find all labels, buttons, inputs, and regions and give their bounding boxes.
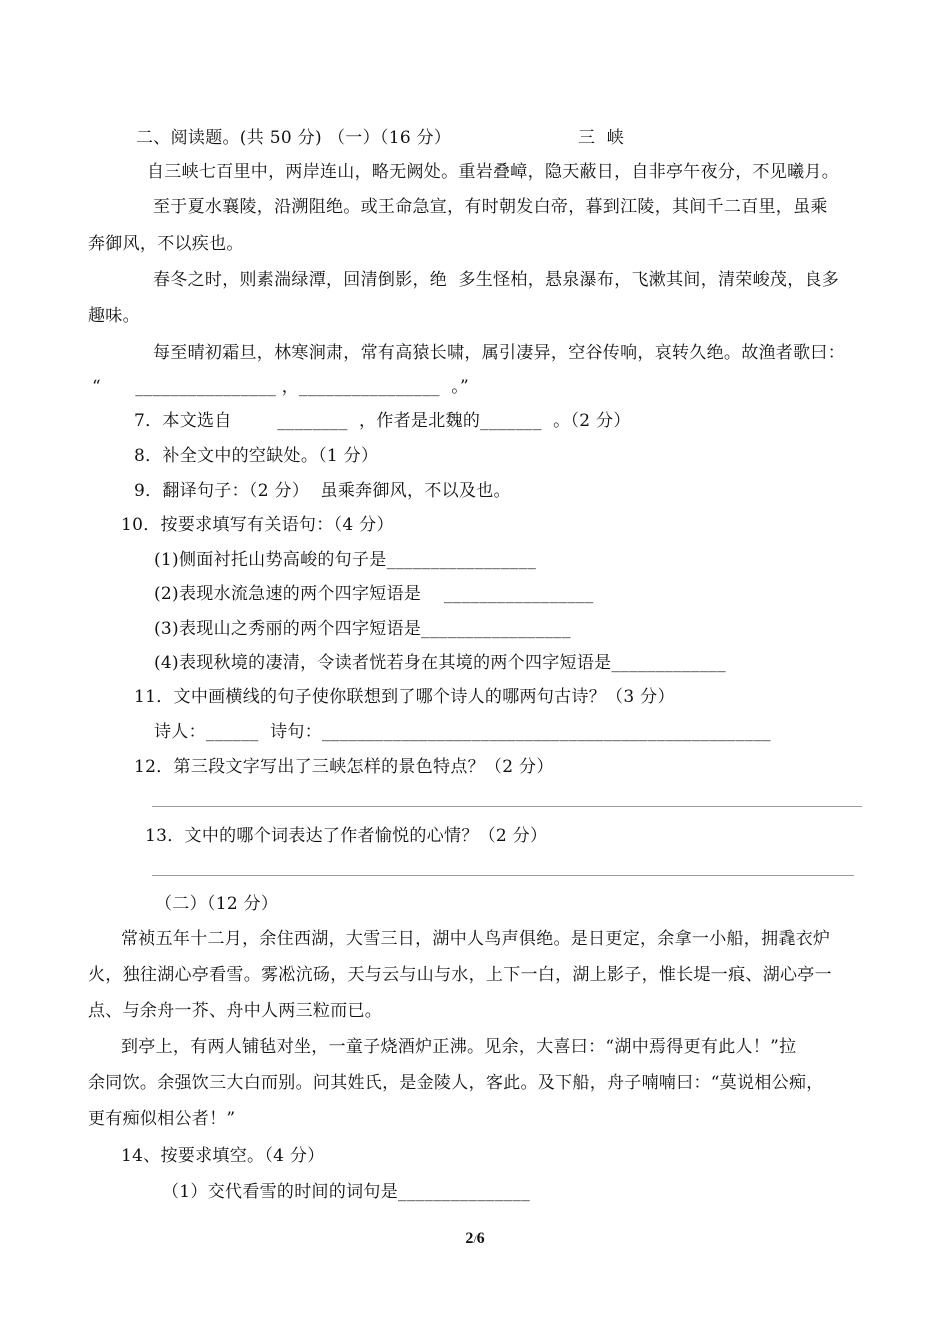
part1-label: （一）（16 分） <box>328 128 452 148</box>
section-title: 二、阅读题。(共 50 分) <box>136 128 322 148</box>
question-14-item-1: （1）交代看雪的时间的词句是_______________ <box>162 1182 531 1202</box>
question-13: 13．文中的哪个词表达了作者愉悦的心情？（2 分） <box>145 826 548 846</box>
question-11: 11．文中画横线的句子使你联想到了哪个诗人的哪两句古诗？（3 分） <box>134 687 675 707</box>
passage1-paragraph-4-line-1: 每至晴初霜旦，林寒涧肃，常有高猿长啸，属引凄异，空谷传响，哀转久绝。故渔者歌曰： <box>153 343 845 363</box>
passage1-paragraph-3-line-2: 趣味。 <box>88 306 140 326</box>
passage2-paragraph-2-line-2: 余同饮。余强饮三大白而别。问其姓氏，是金陵人，客此。及下船，舟子喃喃曰：“莫说相公痴， <box>88 1073 824 1093</box>
passage1-paragraph-1: 自三峡七百里中，两岸连山，略无阙处。重岩叠嶂，隐天蔽日，自非亭午夜分，不见曦月。 <box>147 162 839 182</box>
question-11-answer-line: 诗人：______ 诗句：___________________________________________________ <box>154 722 771 742</box>
question-10: 10．按要求填写有关语句：（4 分） <box>121 515 394 535</box>
passage2-paragraph-1-line-1: 常祯五年十二月，余住西湖，大雪三日，湖中人鸟声俱绝。是日更定，余拿一小船，拥毳衣炉 <box>121 929 831 949</box>
page-number <box>0 1228 950 1250</box>
current-page: 2 <box>465 1230 474 1247</box>
passage2-paragraph-2-line-3: 更有痴似相公者！” <box>88 1109 236 1129</box>
question-14: 14、按要求填空。（4 分） <box>121 1146 325 1166</box>
passage2-paragraph-1-line-3: 点、与余舟一芥、舟中人两三粒而已。 <box>88 1001 383 1021</box>
passage1-fill-blank-line: “ ________________ ，________________ 。” <box>92 377 470 397</box>
question-8: 8．补全文中的空缺处。（1 分） <box>134 446 379 466</box>
page-separator: / <box>473 1232 477 1246</box>
passage2-paragraph-1-line-2: 火，独往湖心亭看雪。雾凇沆砀，天与云与山与水，上下一白，湖上影子，惟长堤一痕、湖心亭一 <box>88 965 832 985</box>
question-12: 12．第三段文字写出了三峡怎样的景色特点？（2 分） <box>134 757 554 777</box>
question-10-item-4: (4)表现秋境的凄清，令读者恍若身在其境的两个四字短语是_____________ <box>154 653 726 673</box>
passage1-title: 三 峡 <box>578 128 625 148</box>
question-7: 7．本文选自 ________ ，作者是北魏的_______ 。（2 分） <box>134 411 631 431</box>
question-13-answer-rule <box>152 875 854 876</box>
question-9: 9．翻译句子：（2 分） 虽乘奔御风，不以及也。 <box>134 481 511 501</box>
passage1-paragraph-2-line-2: 奔御风，不以疾也。 <box>88 234 244 254</box>
question-10-item-1: (1)侧面衬托山势高峻的句子是_________________ <box>154 550 537 570</box>
passage2-paragraph-2-line-1: 到亭上，有两人铺毡对坐，一童子烧酒炉正沸。见余，大喜曰：“湖中焉得更有此人！”拉 <box>121 1037 797 1057</box>
total-pages: 6 <box>476 1230 485 1247</box>
question-10-item-2: (2)表现水流急速的两个四字短语是 _________________ <box>154 584 594 604</box>
question-12-answer-rule <box>152 806 862 807</box>
part2-label: （二）（12 分） <box>155 894 279 914</box>
question-10-item-3: (3)表现山之秀丽的两个四字短语是_________________ <box>154 619 571 639</box>
passage1-paragraph-3-line-1: 春冬之时，则素湍绿潭，回清倒影，绝 多生怪柏，悬泉瀑布，飞漱其间，清荣峻茂，良多 <box>153 270 840 290</box>
passage1-paragraph-2-line-1: 至于夏水襄陵，沿溯阻绝。或王命急宣，有时朝发白帝，暮到江陵，其间千二百里，虽乘 <box>153 197 828 217</box>
